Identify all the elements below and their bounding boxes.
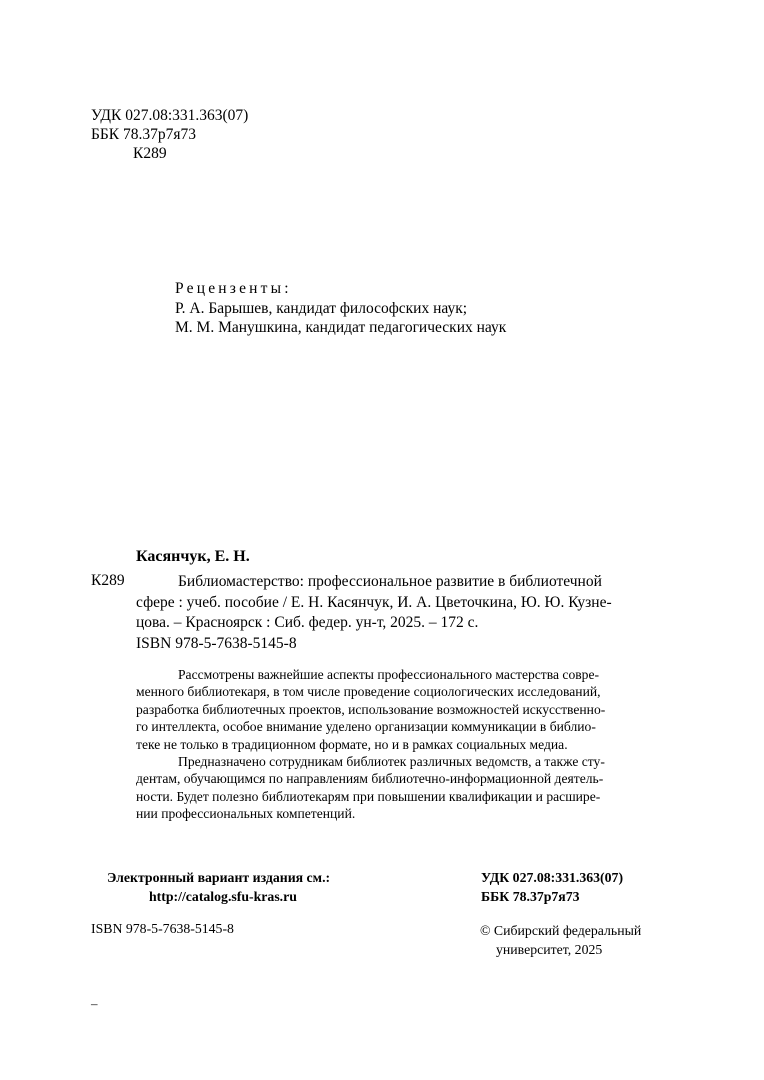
udk-code: УДК 027.08:331.363(07) bbox=[91, 107, 249, 124]
copyright-line-2: университет, 2025 bbox=[496, 942, 603, 957]
reviewers-block bbox=[175, 279, 506, 338]
abstract-line: дентам, обучающимся по направлениям библиотечно-информационной деятель- bbox=[136, 771, 604, 787]
biblio-line-2: сфере : учеб. пособие / Е. Н. Касянчук, И. А. Цветочкина, Ю. Ю. Кузне- bbox=[136, 593, 612, 611]
bibliographic-code: К289 bbox=[91, 572, 125, 589]
bottom-bbk-code: ББК 78.37р7я73 bbox=[481, 889, 580, 904]
biblio-line-1: Библиомастерство: профессиональное развитие в библиотечной bbox=[178, 573, 602, 590]
bottom-classification-codes bbox=[481, 868, 623, 906]
reviewers-heading: Рецензенты: bbox=[175, 280, 292, 297]
reviewer-1: Р. А. Барышев, кандидат философских наук; bbox=[175, 299, 468, 317]
isbn: ISBN 978-5-7638-5145-8 bbox=[91, 921, 234, 936]
abstract-line: теке не только в традиционном формате, но и в рамках социальных медиа. bbox=[136, 736, 568, 752]
author-heading: Касянчук, Е. Н. bbox=[136, 548, 250, 565]
biblio-line-3: цова. – Красноярск : Сиб. федер. ун-т, 2025. – 172 с. bbox=[136, 614, 479, 631]
abstract-line: нии профессиональных компетенций. bbox=[136, 806, 356, 822]
classification-codes bbox=[91, 106, 248, 163]
bibliographic-description bbox=[136, 572, 676, 654]
page-mark: – bbox=[91, 996, 98, 1011]
electronic-edition bbox=[107, 868, 330, 906]
abstract-line: го интеллекта, особое внимание уделено организации коммуникации в библио- bbox=[136, 719, 596, 735]
abstract bbox=[136, 666, 676, 823]
copyright bbox=[480, 921, 641, 959]
reviewer-2: М. М. Манушкина, кандидат педагогических наук bbox=[175, 319, 507, 336]
biblio-isbn: ISBN 978-5-7638-5145-8 bbox=[136, 634, 297, 652]
catalog-link[interactable]: http://catalog.sfu-kras.ru bbox=[149, 889, 297, 904]
abstract-line: разработка библиотечных проектов, использование возможностей искусственно- bbox=[136, 701, 606, 717]
author-mark: К289 bbox=[133, 145, 167, 162]
abstract-line: ности. Будет полезно библиотекарям при повышении квалификации и расшире- bbox=[136, 788, 601, 804]
abstract-line: Рассмотрены важнейшие аспекты профессионального мастерства совре- bbox=[178, 667, 600, 682]
abstract-line: Предназначено сотрудникам библиотек различных ведомств, а также сту- bbox=[178, 754, 605, 770]
electronic-edition-label: Электронный вариант издания см.: bbox=[107, 870, 331, 885]
copyright-line-1: © Сибирский федеральный bbox=[480, 923, 642, 938]
abstract-paragraph-2 bbox=[136, 753, 676, 823]
abstract-line: менного библиотекаря, в том числе проведение социологических исследований, bbox=[136, 684, 601, 700]
bbk-code: ББК 78.37р7я73 bbox=[91, 126, 197, 143]
abstract-paragraph-1 bbox=[136, 666, 676, 753]
bottom-udk-code: УДК 027.08:331.363(07) bbox=[481, 870, 624, 885]
